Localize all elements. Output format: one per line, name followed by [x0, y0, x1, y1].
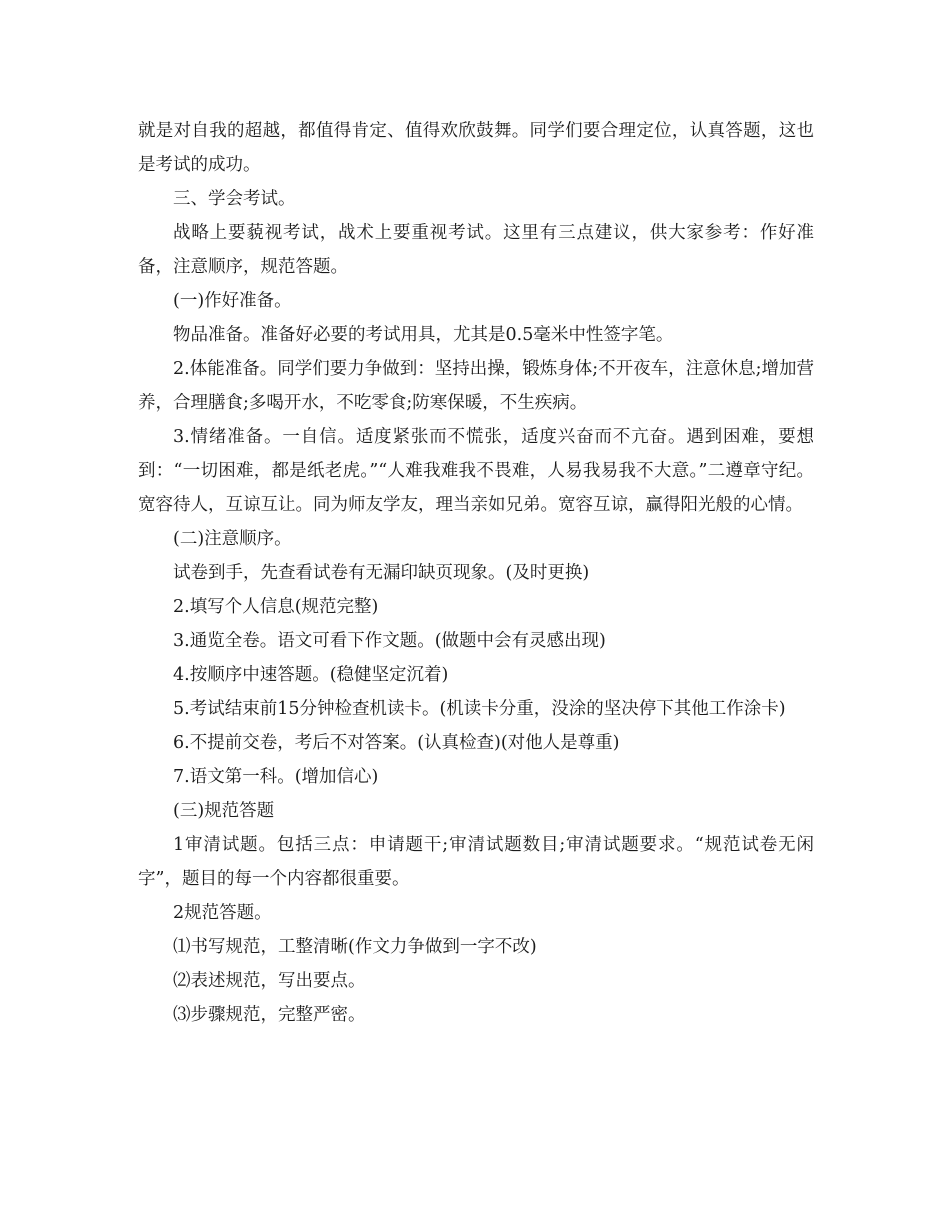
- subsection-heading: (三)规范答题: [173, 801, 275, 821]
- section-heading: 三、学会考试。: [173, 189, 296, 209]
- document-body: [138, 114, 814, 1032]
- list-item: 2.体能准备。同学们要力争做到：坚持出操，锻炼身体;不开夜车，注意休息;增加营养，合理膳食;多喝开水，不吃零食;防寒保暖，不生疾病。: [138, 359, 814, 413]
- list-item: ⑶步骤规范，完整严密。: [173, 1005, 366, 1025]
- paragraph: 就是对自我的超越，都值得肯定、值得欢欣鼓舞。同学们要合理定位，认真答题，这也是考试的成功。: [138, 121, 814, 175]
- list-item: 物品准备。准备好必要的考试用具，尤其是0.5毫米中性签字笔。: [173, 325, 674, 345]
- list-item: 6.不提前交卷，考后不对答案。(认真检查)(对他人是尊重): [173, 733, 620, 753]
- list-item: 试卷到手，先查看试卷有无漏印缺页现象。(及时更换): [173, 563, 590, 583]
- list-item: 2.填写个人信息(规范完整): [173, 597, 379, 617]
- paragraph: 战略上要藐视考试，战术上要重视考试。这里有三点建议，供大家参考：作好准备，注意顺序，规范答题。: [138, 223, 814, 277]
- list-item: 5.考试结束前15分钟检查机读卡。(机读卡分重，没涂的坚决停下其他工作涂卡): [173, 699, 786, 719]
- list-item: 2规范答题。: [173, 903, 272, 923]
- subsection-heading: (二)注意顺序。: [173, 529, 292, 549]
- list-item: ⑵表述规范，写出要点。: [173, 971, 366, 991]
- subsection-heading: (一)作好准备。: [173, 291, 292, 311]
- list-item: 1审清试题。包括三点：申请题干;审清试题数目;审清试题要求。“规范试卷无闲字”，题目的每一个内容都很重要。: [138, 835, 814, 889]
- list-item: 4.按顺序中速答题。(稳健坚定沉着): [173, 665, 449, 685]
- list-item: 3.情绪准备。一自信。适度紧张而不慌张，适度兴奋而不亢奋。遇到困难，要想到：“一切困难，都是纸老虎。”“人难我难我不畏难，人易我易我不大意。”二遵章守纪。宽容待人，互谅互让。同为师友学友，理当亲如兄弟。宽容互谅，赢得阳光般的心情。: [138, 427, 814, 515]
- list-item: 3.通览全卷。语文可看下作文题。(做题中会有灵感出现): [173, 631, 606, 651]
- list-item: 7.语文第一科。(增加信心): [173, 767, 379, 787]
- list-item: ⑴书写规范，工整清晰(作文力争做到一字不改): [173, 937, 537, 957]
